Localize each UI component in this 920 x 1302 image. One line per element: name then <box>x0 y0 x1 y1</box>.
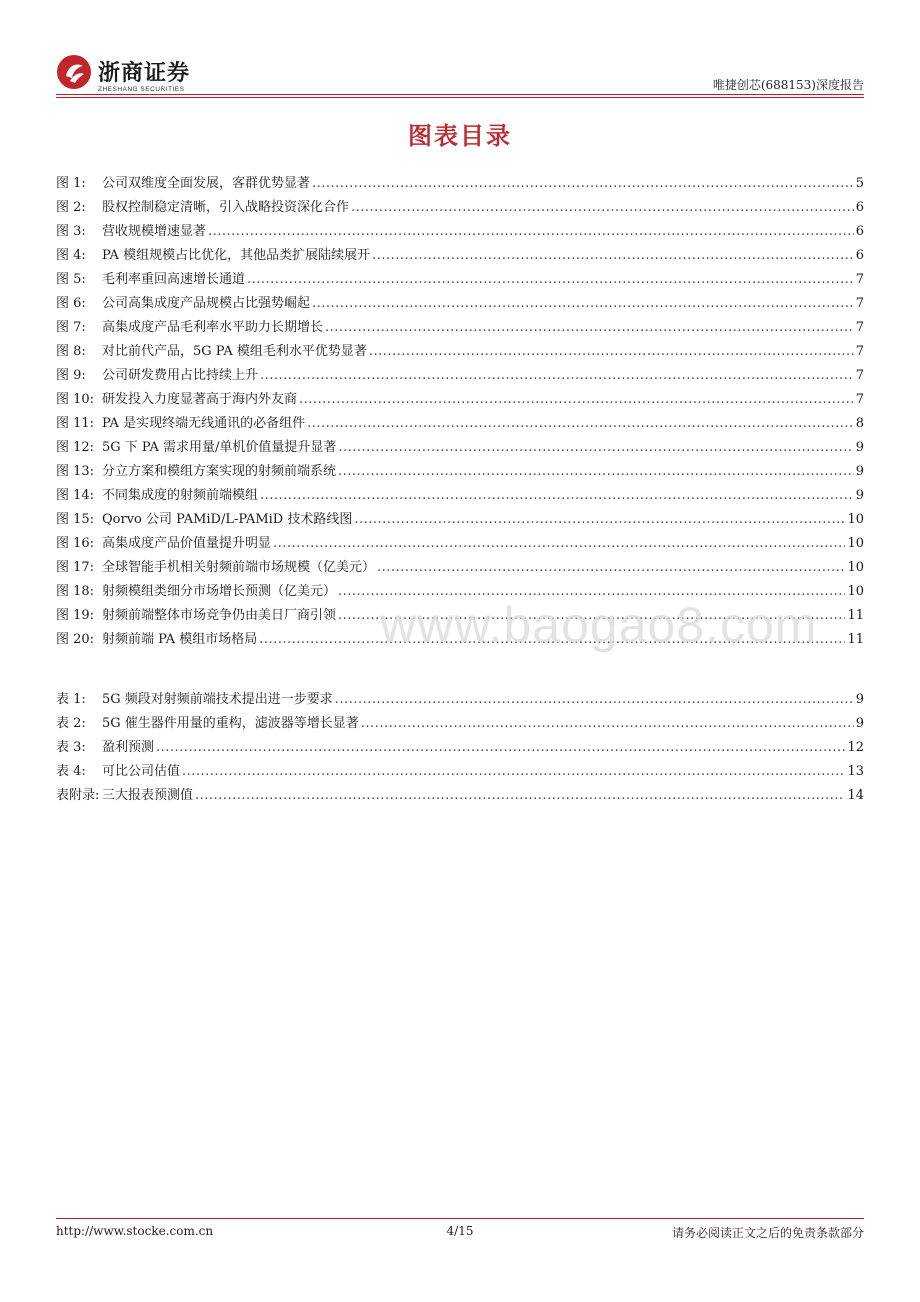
leader-dots <box>361 712 854 736</box>
entry-number: 图 1: <box>56 176 86 191</box>
leader-dots <box>247 268 854 292</box>
entry-label: 营收规模增速显著 <box>102 224 207 239</box>
entry-number: 表 3: <box>56 740 86 755</box>
entry-label: 5G 下 PA 需求用量/单机价值量提升显著 <box>102 440 337 455</box>
footer-divider <box>56 1218 864 1219</box>
entry-number: 图 17: <box>56 560 95 575</box>
entry-number: 图 6: <box>56 296 86 311</box>
entry-label: 射频模组类细分市场增长预测（亿美元） <box>102 584 337 599</box>
figure-entry[interactable] <box>56 316 864 340</box>
entry-page: 9 <box>855 464 864 479</box>
figure-entry[interactable] <box>56 364 864 388</box>
table-entry[interactable] <box>56 736 864 760</box>
entry-number: 图 8: <box>56 344 86 359</box>
entry-number: 图 4: <box>56 248 86 263</box>
entry-label: 高集成度产品价值量提升明显 <box>102 536 272 551</box>
entry-page: 7 <box>855 392 864 407</box>
page-title: 图表目录 <box>408 122 512 150</box>
company-logo <box>56 54 206 98</box>
logo-text: 浙商证券 <box>98 61 191 86</box>
entry-number: 图 20: <box>56 632 95 647</box>
figure-entry[interactable] <box>56 508 864 532</box>
entry-label: 对比前代产品，5G PA 模组毛利水平优势显著 <box>102 344 367 359</box>
entry-page: 9 <box>855 716 864 731</box>
entry-label: 5G 频段对射频前端技术提出进一步要求 <box>102 692 333 707</box>
leader-dots <box>307 412 854 436</box>
entry-page: 7 <box>855 320 864 335</box>
entry-label: 5G 催生器件用量的重构，滤波器等增长显著 <box>102 716 359 731</box>
table-entry[interactable] <box>56 688 864 712</box>
leader-dots <box>182 760 845 784</box>
entry-page: 7 <box>855 368 864 383</box>
entry-label: 三大报表预测值 <box>102 788 194 803</box>
leader-dots <box>195 784 845 808</box>
page-footer <box>56 1218 864 1248</box>
figure-entry[interactable] <box>56 412 864 436</box>
entry-label: 可比公司估值 <box>102 764 181 779</box>
figure-entry[interactable] <box>56 556 864 580</box>
entry-number: 图 12: <box>56 440 95 455</box>
header-divider-thin <box>56 97 864 98</box>
leader-dots <box>351 196 854 220</box>
entry-label: PA 是实现终端无线通讯的必备组件 <box>102 416 306 431</box>
entry-page: 7 <box>855 344 864 359</box>
footer-page-number: 4/15 <box>446 1224 474 1238</box>
figure-entry[interactable] <box>56 460 864 484</box>
table-entry[interactable] <box>56 784 864 808</box>
entry-number: 图 2: <box>56 200 86 215</box>
entry-label: 不同集成度的射频前端模组 <box>102 488 259 503</box>
entry-page: 6 <box>855 224 864 239</box>
leader-dots <box>260 364 854 388</box>
logo-subtext: ZHESHANG SECURITIES <box>98 86 185 93</box>
entry-page: 14 <box>847 788 864 803</box>
entry-number: 表 4: <box>56 764 86 779</box>
entry-page: 5 <box>855 176 864 191</box>
leader-dots <box>335 688 854 712</box>
figure-entry[interactable] <box>56 484 864 508</box>
entry-page: 8 <box>855 416 864 431</box>
figure-entry[interactable] <box>56 196 864 220</box>
table-entry[interactable] <box>56 760 864 784</box>
report-title: 唯捷创芯(688153)深度报告 <box>712 78 864 92</box>
logo-emblem-icon <box>56 54 92 90</box>
figure-entry[interactable] <box>56 268 864 292</box>
figure-entry[interactable] <box>56 292 864 316</box>
entry-number: 图 3: <box>56 224 86 239</box>
entry-page: 10 <box>847 584 864 599</box>
table-entry[interactable] <box>56 712 864 736</box>
entry-label: 研发投入力度显著高于海内外友商 <box>102 392 298 407</box>
table-list <box>56 688 864 808</box>
figure-list <box>56 172 864 652</box>
entry-page: 11 <box>847 632 864 647</box>
entry-number: 图 7: <box>56 320 86 335</box>
figure-entry[interactable] <box>56 436 864 460</box>
entry-number: 图 5: <box>56 272 86 287</box>
leader-dots <box>338 436 853 460</box>
entry-page: 10 <box>847 560 864 575</box>
entry-page: 10 <box>847 536 864 551</box>
leader-dots <box>312 292 854 316</box>
entry-label: 毛利率重回高速增长通道 <box>102 272 246 287</box>
figure-entry[interactable] <box>56 388 864 412</box>
entry-number: 图 15: <box>56 512 95 527</box>
entry-number: 表 2: <box>56 716 86 731</box>
entry-label: 股权控制稳定清晰，引入战略投资深化合作 <box>102 200 350 215</box>
leader-dots <box>156 736 845 760</box>
footer-disclaimer: 请务必阅读正文之后的免责条款部分 <box>671 1226 864 1240</box>
entry-page: 6 <box>855 200 864 215</box>
figure-entry[interactable] <box>56 220 864 244</box>
entry-page: 10 <box>847 512 864 527</box>
footer-url[interactable]: http://www.stocke.com.cn <box>56 1224 214 1238</box>
watermark: www.baogao8.com <box>380 597 818 653</box>
entry-label: 射频前端 PA 模组市场格局 <box>102 632 258 647</box>
entry-number: 图 13: <box>56 464 95 479</box>
entry-number: 图 14: <box>56 488 95 503</box>
entry-number: 表附录: <box>56 788 100 803</box>
entry-label: 公司双维度全面发展，客群优势显著 <box>102 176 311 191</box>
page-header <box>56 50 864 100</box>
entry-number: 表 1: <box>56 692 86 707</box>
entry-page: 7 <box>855 272 864 287</box>
leader-dots <box>377 556 845 580</box>
entry-number: 图 9: <box>56 368 86 383</box>
entry-label: 公司研发费用占比持续上升 <box>102 368 259 383</box>
entry-label: 分立方案和模组方案实现的射频前端系统 <box>102 464 337 479</box>
figure-entry[interactable] <box>56 340 864 364</box>
entry-page: 9 <box>855 692 864 707</box>
header-divider <box>56 94 864 95</box>
entry-number: 图 19: <box>56 608 95 623</box>
figure-entry[interactable] <box>56 532 864 556</box>
leader-dots <box>299 388 854 412</box>
leader-dots <box>273 532 845 556</box>
entry-label: 射频前端整体市场竞争仍由美日厂商引领 <box>102 608 337 623</box>
leader-dots <box>208 220 854 244</box>
entry-page: 12 <box>847 740 864 755</box>
entry-number: 图 18: <box>56 584 95 599</box>
entry-number: 图 10: <box>56 392 95 407</box>
leader-dots <box>369 340 854 364</box>
entry-page: 7 <box>855 296 864 311</box>
entry-label: 全球智能手机相关射频前端市场规模（亿美元） <box>102 560 376 575</box>
entry-page: 9 <box>855 488 864 503</box>
entry-page: 11 <box>847 608 864 623</box>
leader-dots <box>260 484 854 508</box>
entry-label: PA 模组规模占比优化，其他品类扩展陆续展开 <box>102 248 371 263</box>
entry-number: 图 11: <box>56 416 95 431</box>
entry-page: 6 <box>855 248 864 263</box>
entry-page: 13 <box>847 764 864 779</box>
leader-dots <box>338 460 854 484</box>
figure-entry[interactable] <box>56 244 864 268</box>
leader-dots <box>312 172 854 196</box>
leader-dots <box>325 316 854 340</box>
leader-dots <box>372 244 854 268</box>
entry-number: 图 16: <box>56 536 95 551</box>
figure-entry[interactable] <box>56 172 864 196</box>
entry-label: 盈利预测 <box>102 740 155 755</box>
entry-label: Qorvo 公司 PAMiD/L-PAMiD 技术路线图 <box>102 512 353 527</box>
entry-page: 9 <box>855 440 864 455</box>
entry-label: 高集成度产品毛利率水平助力长期增长 <box>102 320 324 335</box>
entry-label: 公司高集成度产品规模占比强势崛起 <box>102 296 311 311</box>
leader-dots <box>354 508 845 532</box>
